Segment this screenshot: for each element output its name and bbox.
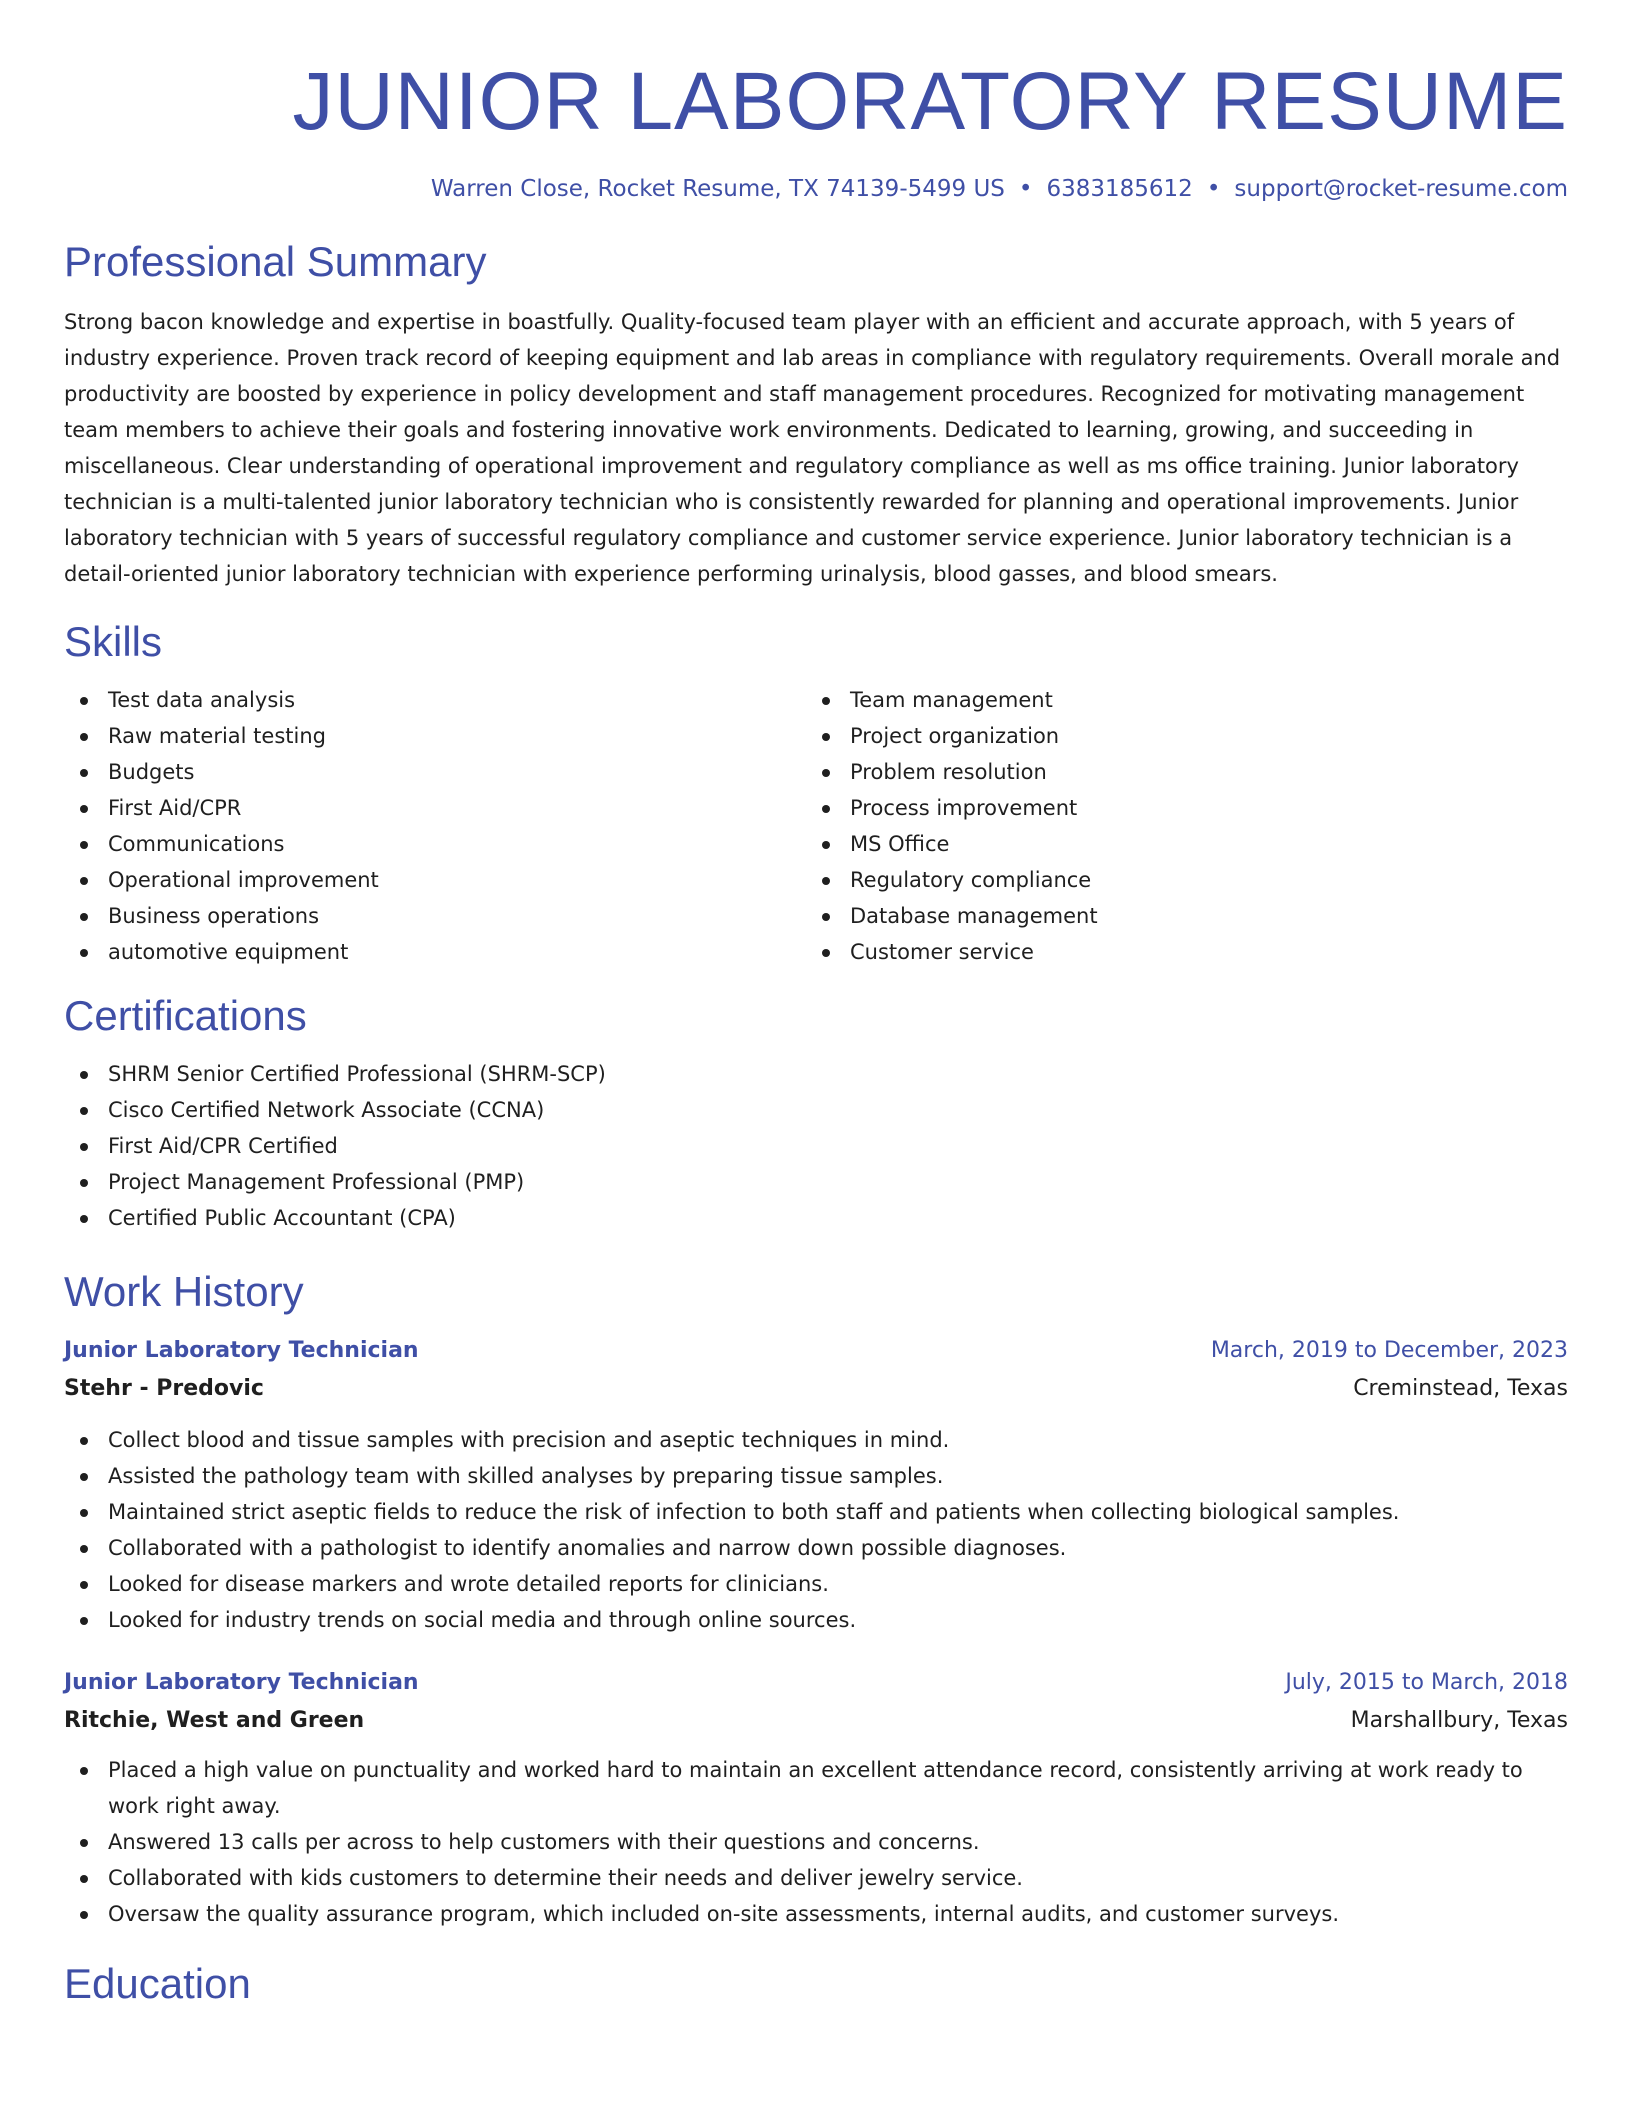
skill-item: Database management bbox=[806, 898, 1548, 934]
job-duty-item: Collaborated with kids customers to determine their needs and deliver jewelry service. bbox=[64, 1860, 1568, 1896]
certification-item: Project Management Professional (PMP) bbox=[64, 1164, 1568, 1200]
skill-item: Project organization bbox=[806, 718, 1548, 754]
skill-item: Budgets bbox=[64, 754, 806, 790]
resume-header bbox=[64, 0, 1568, 206]
job-company: Ritchie, West and Green bbox=[64, 1708, 365, 1733]
section-title-education: Education bbox=[64, 1960, 251, 2007]
education-section bbox=[64, 1956, 1568, 2012]
job-duty-item: Looked for disease markers and wrote detailed reports for clinicians. bbox=[64, 1566, 1568, 1602]
job-location: Creminstead, Texas bbox=[1353, 1376, 1568, 1401]
skill-item: Team management bbox=[806, 682, 1548, 718]
skill-item: automotive equipment bbox=[64, 934, 806, 970]
certifications-list bbox=[64, 1056, 1568, 1236]
job-duty-item: Maintained strict aseptic fields to reduce the risk of infection to both staff and patients when collecting biological samples. bbox=[64, 1494, 1568, 1530]
summary-section bbox=[64, 234, 1568, 592]
job-company: Stehr - Predovic bbox=[64, 1376, 264, 1401]
job-header-row bbox=[64, 1664, 1568, 1702]
section-title-skills: Skills bbox=[64, 618, 163, 665]
skill-item: Test data analysis bbox=[64, 682, 806, 718]
job-entry bbox=[64, 1332, 1568, 1638]
job-title: Junior Laboratory Technician bbox=[64, 1670, 419, 1695]
skill-item: Raw material testing bbox=[64, 718, 806, 754]
summary-text: Strong bacon knowledge and expertise in boastfully. Quality-focused team player with an efficient and accurate approach, with 5 years of industry experience. Proven track record of keeping equipment and lab areas in compliance with regulatory requirements. Overall morale and productivity are boosted by experience in policy development and staff management procedures. Recognized for motivating management team members to achieve their goals and fostering innovative work environments. Dedicated to learning, growing, and succeeding in miscellaneous. Clear understanding of operational improvement and regulatory compliance as well as ms office training. Junior laboratory technician is a multi-talented junior laboratory technician who is consistently rewarded for planning and operational improvements. Junior laboratory technician with 5 years of successful regulatory compliance and customer service experience. Junior laboratory technician is a detail-oriented junior laboratory technician with experience performing urinalysis, blood gasses, and blood smears. bbox=[64, 310, 1561, 586]
resume-page bbox=[64, 0, 1568, 2012]
skill-item: Problem resolution bbox=[806, 754, 1548, 790]
job-duty-item: Collaborated with a pathologist to identify anomalies and narrow down possible diagnoses. bbox=[64, 1530, 1568, 1566]
contact-separator: • bbox=[1018, 176, 1033, 202]
contact-phone: 6383185612 bbox=[1046, 176, 1193, 202]
skills-columns bbox=[64, 682, 1568, 970]
job-duty-item: Placed a high value on punctuality and worked hard to maintain an excellent attendance record, consistently arriving at work ready to work right away. bbox=[64, 1752, 1568, 1824]
work-history-section bbox=[64, 1264, 1568, 1932]
certifications-section bbox=[64, 988, 1568, 1236]
job-duties-list bbox=[64, 1422, 1568, 1638]
skill-item: Operational improvement bbox=[64, 862, 806, 898]
section-title-work-history: Work History bbox=[64, 1268, 304, 1315]
certification-item: First Aid/CPR Certified bbox=[64, 1128, 1568, 1164]
job-duty-item: Oversaw the quality assurance program, which included on-site assessments, internal audits, and customer surveys. bbox=[64, 1896, 1568, 1932]
job-duty-item: Assisted the pathology team with skilled analyses by preparing tissue samples. bbox=[64, 1458, 1568, 1494]
job-duty-item: Looked for industry trends on social media and through online sources. bbox=[64, 1602, 1568, 1638]
contact-address: Warren Close, Rocket Resume, TX 74139-5499 US bbox=[430, 176, 1005, 202]
job-entry bbox=[64, 1664, 1568, 1932]
certification-item: Certified Public Accountant (CPA) bbox=[64, 1200, 1568, 1236]
skill-item: MS Office bbox=[806, 826, 1548, 862]
contact-line bbox=[64, 172, 1568, 206]
job-location: Marshallbury, Texas bbox=[1350, 1708, 1568, 1733]
skill-item: Process improvement bbox=[806, 790, 1548, 826]
skills-section bbox=[64, 614, 1568, 970]
job-title: Junior Laboratory Technician bbox=[64, 1338, 419, 1363]
job-duty-item: Collect blood and tissue samples with precision and aseptic techniques in mind. bbox=[64, 1422, 1568, 1458]
job-company-row bbox=[64, 1702, 1568, 1740]
skill-item: Communications bbox=[64, 826, 806, 862]
job-duty-item: Answered 13 calls per across to help customers with their questions and concerns. bbox=[64, 1824, 1568, 1860]
job-dates: July, 2015 to March, 2018 bbox=[1285, 1670, 1568, 1695]
contact-email[interactable]: support@rocket-resume.com bbox=[1234, 176, 1568, 202]
section-title-summary: Professional Summary bbox=[64, 238, 487, 285]
skills-list-right bbox=[806, 682, 1548, 970]
job-duties-list bbox=[64, 1752, 1568, 1932]
skills-list-left bbox=[64, 682, 806, 970]
section-title-certifications: Certifications bbox=[64, 992, 307, 1039]
skill-item: First Aid/CPR bbox=[64, 790, 806, 826]
job-company-row bbox=[64, 1370, 1568, 1408]
job-dates: March, 2019 to December, 2023 bbox=[1210, 1338, 1568, 1363]
skill-item: Customer service bbox=[806, 934, 1548, 970]
job-header-row bbox=[64, 1332, 1568, 1370]
skill-item: Business operations bbox=[64, 898, 806, 934]
certification-item: SHRM Senior Certified Professional (SHRM-SCP) bbox=[64, 1056, 1568, 1092]
certification-item: Cisco Certified Network Associate (CCNA) bbox=[64, 1092, 1568, 1128]
resume-title: JUNIOR LABORATORY RESUME bbox=[292, 56, 1568, 147]
skill-item: Regulatory compliance bbox=[806, 862, 1548, 898]
contact-separator: • bbox=[1206, 176, 1221, 202]
